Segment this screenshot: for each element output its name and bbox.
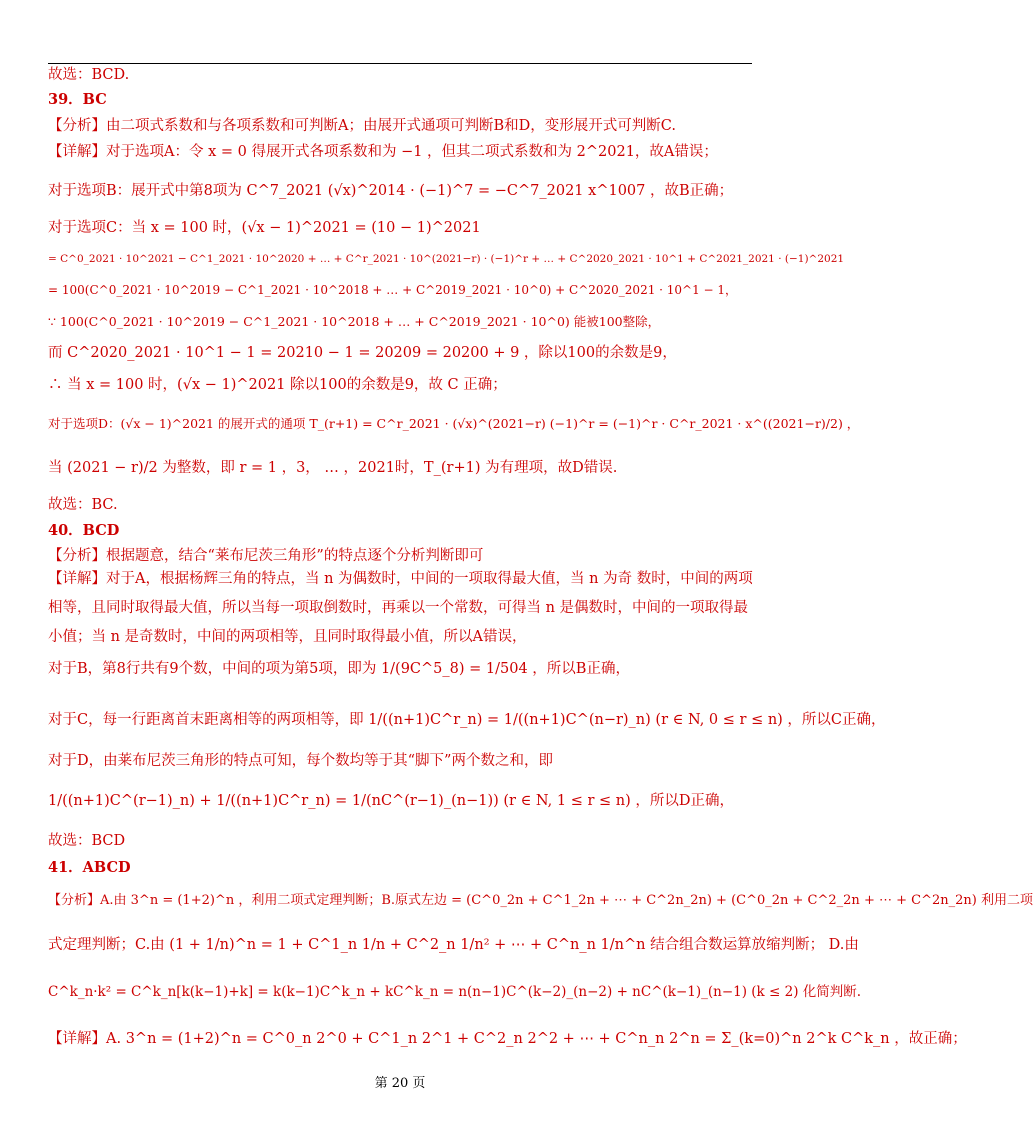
analysis-40: 【分析】根据题意，结合“莱布尼茨三角形”的特点逐个分析判断即可 (48, 548, 484, 564)
detail-40-a: 【详解】对于A，根据杨辉三角的特点，当 n 为偶数时，中间的一项取得最大值，当 n 为奇 数时，中间的两项相等，且同时取得最大值，所以当每一项取倒数时，再乘以一个常数，可得当 n 是偶数时，中间的一项取得最小值；当 n 是奇数时，中间的两项相等，且同时取得最小值，所以A错误， (48, 571, 753, 645)
detail-40-d-formula: 1/((n+1)C^(r−1)_n) + 1/((n+1)C^r_n) = 1/(nC^(r−1)_(n−1)) (r ∈ N, 1 ≤ r ≤ n) ，所以D正确， (48, 793, 735, 809)
analysis-41-c: 式定理判断；C.由 (1 + 1/n)^n = 1 + C^1_n 1/n + C^2_n 1/n² + ⋯ + C^n_n 1/n^n 结合组合数运算放缩判断； D.由 (48, 937, 859, 953)
detail-40-b: 对于B，第8行共有9个数，中间的项为第5项，即为 1/(9C^5_8) = 1/504 ，所以B正确， (48, 661, 630, 677)
detail-39-c-conclusion: ∴ 当 x = 100 时，(√x − 1)^2021 除以100的余数是9，故 C 正确； (48, 377, 507, 393)
detail-39-d-rational: 当 (2021 − r)/2 为整数，即 r = 1 ，3， … ，2021时，T_(r+1) 为有理项，故D错误. (48, 460, 618, 476)
detail-39-c-regroup: = 100(C^0_2021 · 10^2019 − C^1_2021 · 10^2018 + … + C^2019_2021 · 10^0) + C^2020_2021 · 10^1 − 1， (48, 283, 738, 297)
line-1: 故选：BCD. (48, 67, 130, 83)
conclusion-40: 故选：BCD (48, 833, 126, 849)
analysis-41-d: C^k_n·k² = C^k_n[k(k−1)+k] = k(k−1)C^k_n + kC^k_n = n(n−1)C^(k−2)_(n−2) + nC^(k−1)_(n−1) (k ≤ 2) 化简判断. (48, 984, 862, 1000)
detail-40-d: 对于D，由莱布尼茨三角形的特点可知，每个数均等于其“脚下”两个数之和，即 (48, 753, 553, 769)
detail-39-c-expansion: = C^0_2021 · 10^2021 − C^1_2021 · 10^2020 + … + C^r_2021 · 10^(2021−r) · (−1)^r + … + C^2020_2021 · 10^1 + C^2021_2021 · (−1)^2021 (48, 253, 845, 265)
detail-39-a: 【详解】对于选项A：令 x = 0 得展开式各项系数和为 −1 ，但其二项式系数和为 2^2021，故A错误； (48, 144, 718, 160)
detail-39-c-remainder: 而 C^2020_2021 · 10^1 − 1 = 20210 − 1 = 20209 = 20200 + 9 ，除以100的余数是9， (48, 345, 677, 361)
detail-39-b: 对于选项B：展开式中第8项为 C^7_2021 (√x)^2014 · (−1)^7 = −C^7_2021 x^1007 ，故B正确； (48, 183, 734, 199)
analysis-41: 【分析】A.由 3^n = (1+2)^n ，利用二项式定理判断；B.原式左边 = (C^0_2n + C^1_2n + ⋯ + C^2n_2n) + (C^0_2n + C^2_2n + ⋯ + C^2n_2n) 利用二项 (48, 893, 1033, 908)
analysis-39: 【分析】由二项式系数和与各项系数和可判断A；由展开式通项可判断B和D，变形展开式可判断C. (48, 118, 676, 134)
question-41-answer: 41．ABCD (48, 859, 131, 876)
detail-39-d: 对于选项D：(√x − 1)^2021 的展开式的通项 T_(r+1) = C^r_2021 · (√x)^(2021−r) (−1)^r = (−1)^r · C^r_2021 · x^((2021−r)/2) ， (48, 416, 860, 431)
detail-39-c: 对于选项C：当 x = 100 时，(√x − 1)^2021 = (10 − 1)^2021 (48, 220, 481, 236)
detail-41-a: 【详解】A. 3^n = (1+2)^n = C^0_n 2^0 + C^1_n 2^1 + C^2_n 2^2 + ⋯ + C^n_n 2^n = Σ_(k=0)^n 2^k C^k_n ，故正确； (48, 1031, 967, 1047)
header-rule (48, 63, 752, 64)
detail-40-c: 对于C，每一行距离首末距离相等的两项相等，即 1/((n+1)C^r_n) = 1/((n+1)C^(n−r)_n) (r ∈ N, 0 ≤ r ≤ n) ，所以C正确， (48, 712, 886, 728)
question-39-answer: 39．BC (48, 91, 107, 108)
page-number: 第 20 页 (374, 1076, 426, 1091)
detail-39-c-divisible: ∵ 100(C^0_2021 · 10^2019 − C^1_2021 · 10^2018 + … + C^2019_2021 · 10^0) 能被100整除， (48, 314, 661, 329)
question-40-answer: 40．BCD (48, 522, 120, 539)
conclusion-39: 故选：BC. (48, 497, 118, 513)
